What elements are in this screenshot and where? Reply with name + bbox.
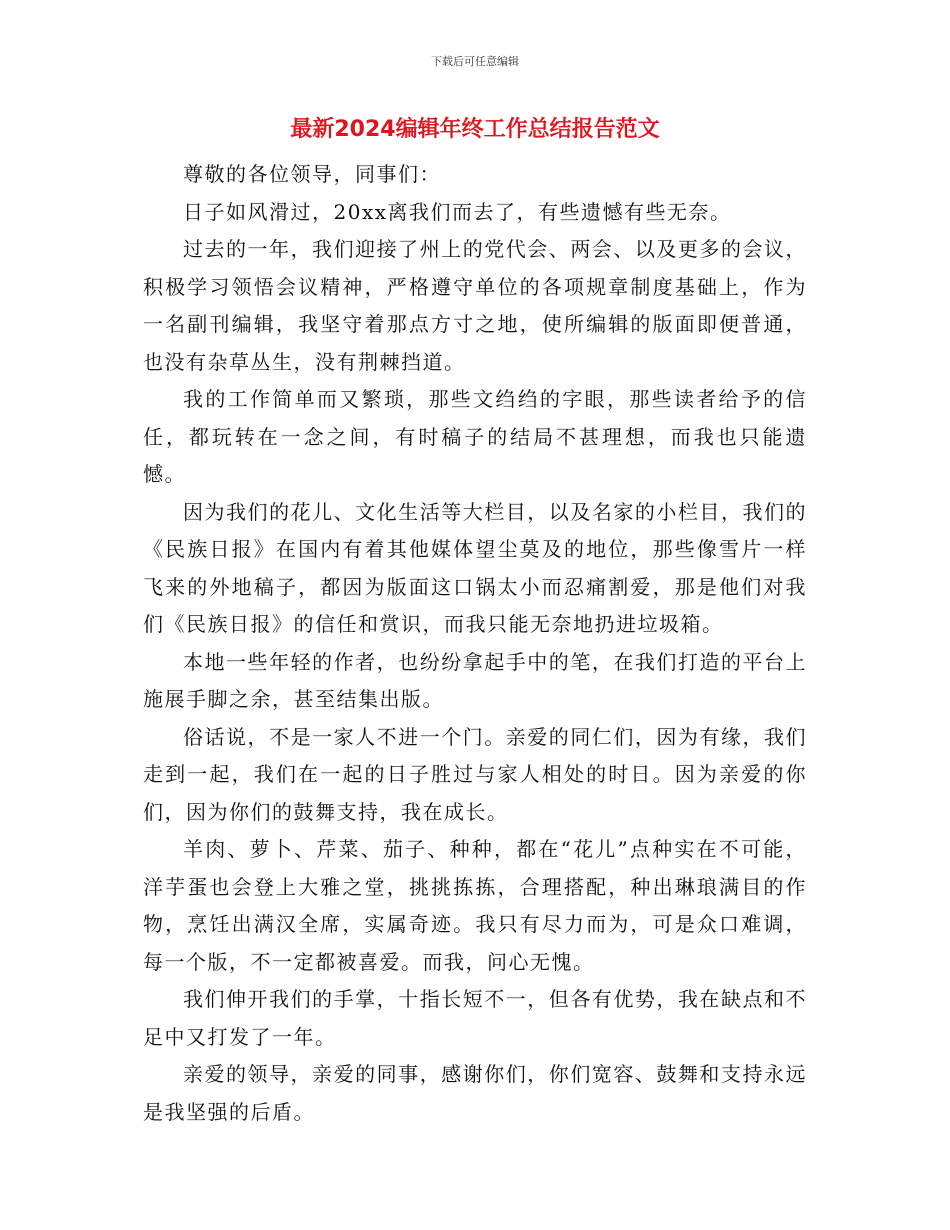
document-body [143,156,807,1131]
paragraph: 我的工作简单而又繁琐，那些文绉绉的字眼，那些读者给予的信任，都玩转在一念之间，有时稿子的结局不甚理想，而我也只能遗憾。 [143,387,807,486]
document-title: 最新2024编辑年终工作总结报告范文 [290,117,660,142]
paragraph: 尊敬的各位领导，同事们： [183,162,441,186]
paragraph: 本地一些年轻的作者，也纷纷拿起手中的笔，在我们打造的平台上施展手脚之余，甚至结集出版。 [143,649,807,711]
paragraph: 亲爱的领导，亲爱的同事，感谢你们，你们宽容、鼓舞和支持永远是我坚强的后盾。 [143,1062,807,1124]
paragraph: 日子如风滑过，20xx离我们而去了，有些遗憾有些无奈。 [183,199,732,224]
paragraph: 羊肉、萝卜、芹菜、茄子、种种，都在“花儿”点种实在不可能，洋芋蛋也会登上大雅之堂，挑挑拣拣，合理搭配，种出琳琅满目的作物，烹饪出满汉全席，实属奇迹。我只有尽力而为，可是众口难调，每一个版，不一定都被喜爱。而我，问心无愧。 [143,837,807,974]
paragraph: 因为我们的花儿、文化生活等大栏目，以及名家的小栏目，我们的《民族日报》在国内有着其他媒体望尘莫及的地位，那些像雪片一样飞来的外地稿子，都因为版面这口锅太小而忍痛割爱，那是他们对我们《民族日报》的信任和赏识，而我只能无奈地扔进垃圾箱。 [143,499,807,636]
paragraph: 俗话说，不是一家人不进一个门。亲爱的同仁们，因为有缘，我们走到一起，我们在一起的日子胜过与家人相处的时日。因为亲爱的你们，因为你们的鼓舞支持，我在成长。 [143,724,807,824]
paragraph: 过去的一年，我们迎接了州上的党代会、两会、以及更多的会议，积极学习领悟会议精神，严格遵守单位的各项规章制度基础上，作为一名副刊编辑，我坚守着那点方寸之地，使所编辑的版面即便普通，也没有杂草丛生，没有荆棘挡道。 [143,237,807,374]
paragraph: 我们伸开我们的手掌，十指长短不一，但各有优势，我在缺点和不足中又打发了一年。 [143,987,807,1049]
header-note: 下载后可任意编辑 [431,55,519,68]
